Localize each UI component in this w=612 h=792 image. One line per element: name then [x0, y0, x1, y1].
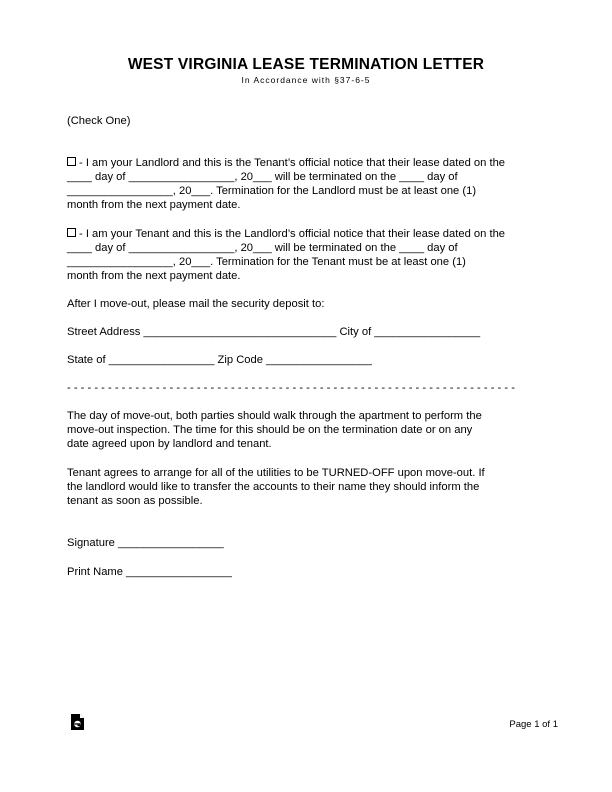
landlord-checkbox[interactable] — [67, 157, 76, 166]
utilities-paragraph — [67, 466, 547, 508]
paragraph-line: date agreed upon by landlord and tenant. — [67, 438, 272, 450]
option-landlord-line: - I am your Landlord and this is the Tenant’s official notice that their lease dated on the — [67, 156, 547, 170]
option-tenant-line: - I am your Tenant and this is the Landlord’s official notice that their lease dated on the — [67, 227, 547, 241]
option-landlord-line: ____ day of _________________, 20___ will be terminated on the ____ day of — [67, 171, 458, 183]
option-tenant-line: ____ day of _________________, 20___ will be terminated on the ____ day of — [67, 242, 458, 254]
option-landlord-notice — [67, 156, 547, 212]
print-name-field[interactable]: Print Name _________________ — [67, 566, 232, 578]
option-landlord-line: _________________, 20___. Termination for the Landlord must be at least one (1) — [67, 185, 477, 197]
signature-field[interactable]: Signature _________________ — [67, 537, 224, 549]
state-zip-field[interactable]: State of _________________ Zip Code _________________ — [67, 354, 372, 366]
option-landlord-line: month from the next payment date. — [67, 199, 241, 211]
inspection-paragraph — [67, 409, 547, 451]
eforms-document-icon — [71, 714, 84, 730]
dashed-divider: - - - - - - - - - - - - - - - - - - - - - - - - - - - - - - - - - - - - - - - - - - - - - - - - - - - - - - - - - - - - - - - - - - — [67, 382, 515, 394]
document-subtitle: In Accordance with §37-6-5 — [241, 75, 371, 85]
option-tenant-notice — [67, 227, 547, 283]
option-tenant-line: _________________, 20___. Termination for the Tenant must be at least one (1) — [67, 256, 466, 268]
tenant-checkbox[interactable] — [67, 228, 76, 237]
check-one-label: (Check One) — [67, 115, 131, 127]
paragraph-line: tenant as soon as possible. — [67, 495, 203, 507]
paragraph-line: move-out inspection. The time for this should be on the termination date or on any — [67, 424, 473, 436]
paragraph-line: Tenant agrees to arrange for all of the utilities to be TURNED-OFF upon move-out. If — [67, 467, 485, 479]
page-number: Page 1 of 1 — [509, 719, 558, 730]
street-address-field[interactable]: Street Address _______________________________ City of _________________ — [67, 326, 481, 338]
paragraph-line: The day of move-out, both parties should walk through the apartment to perform the — [67, 410, 482, 422]
paragraph-line: the landlord would like to transfer the accounts to their name they should inform the — [67, 481, 480, 493]
option-tenant-line: month from the next payment date. — [67, 270, 241, 282]
document-title: WEST VIRGINIA LEASE TERMINATION LETTER — [127, 56, 485, 73]
mail-deposit-instruction: After I move-out, please mail the security deposit to: — [67, 298, 325, 310]
